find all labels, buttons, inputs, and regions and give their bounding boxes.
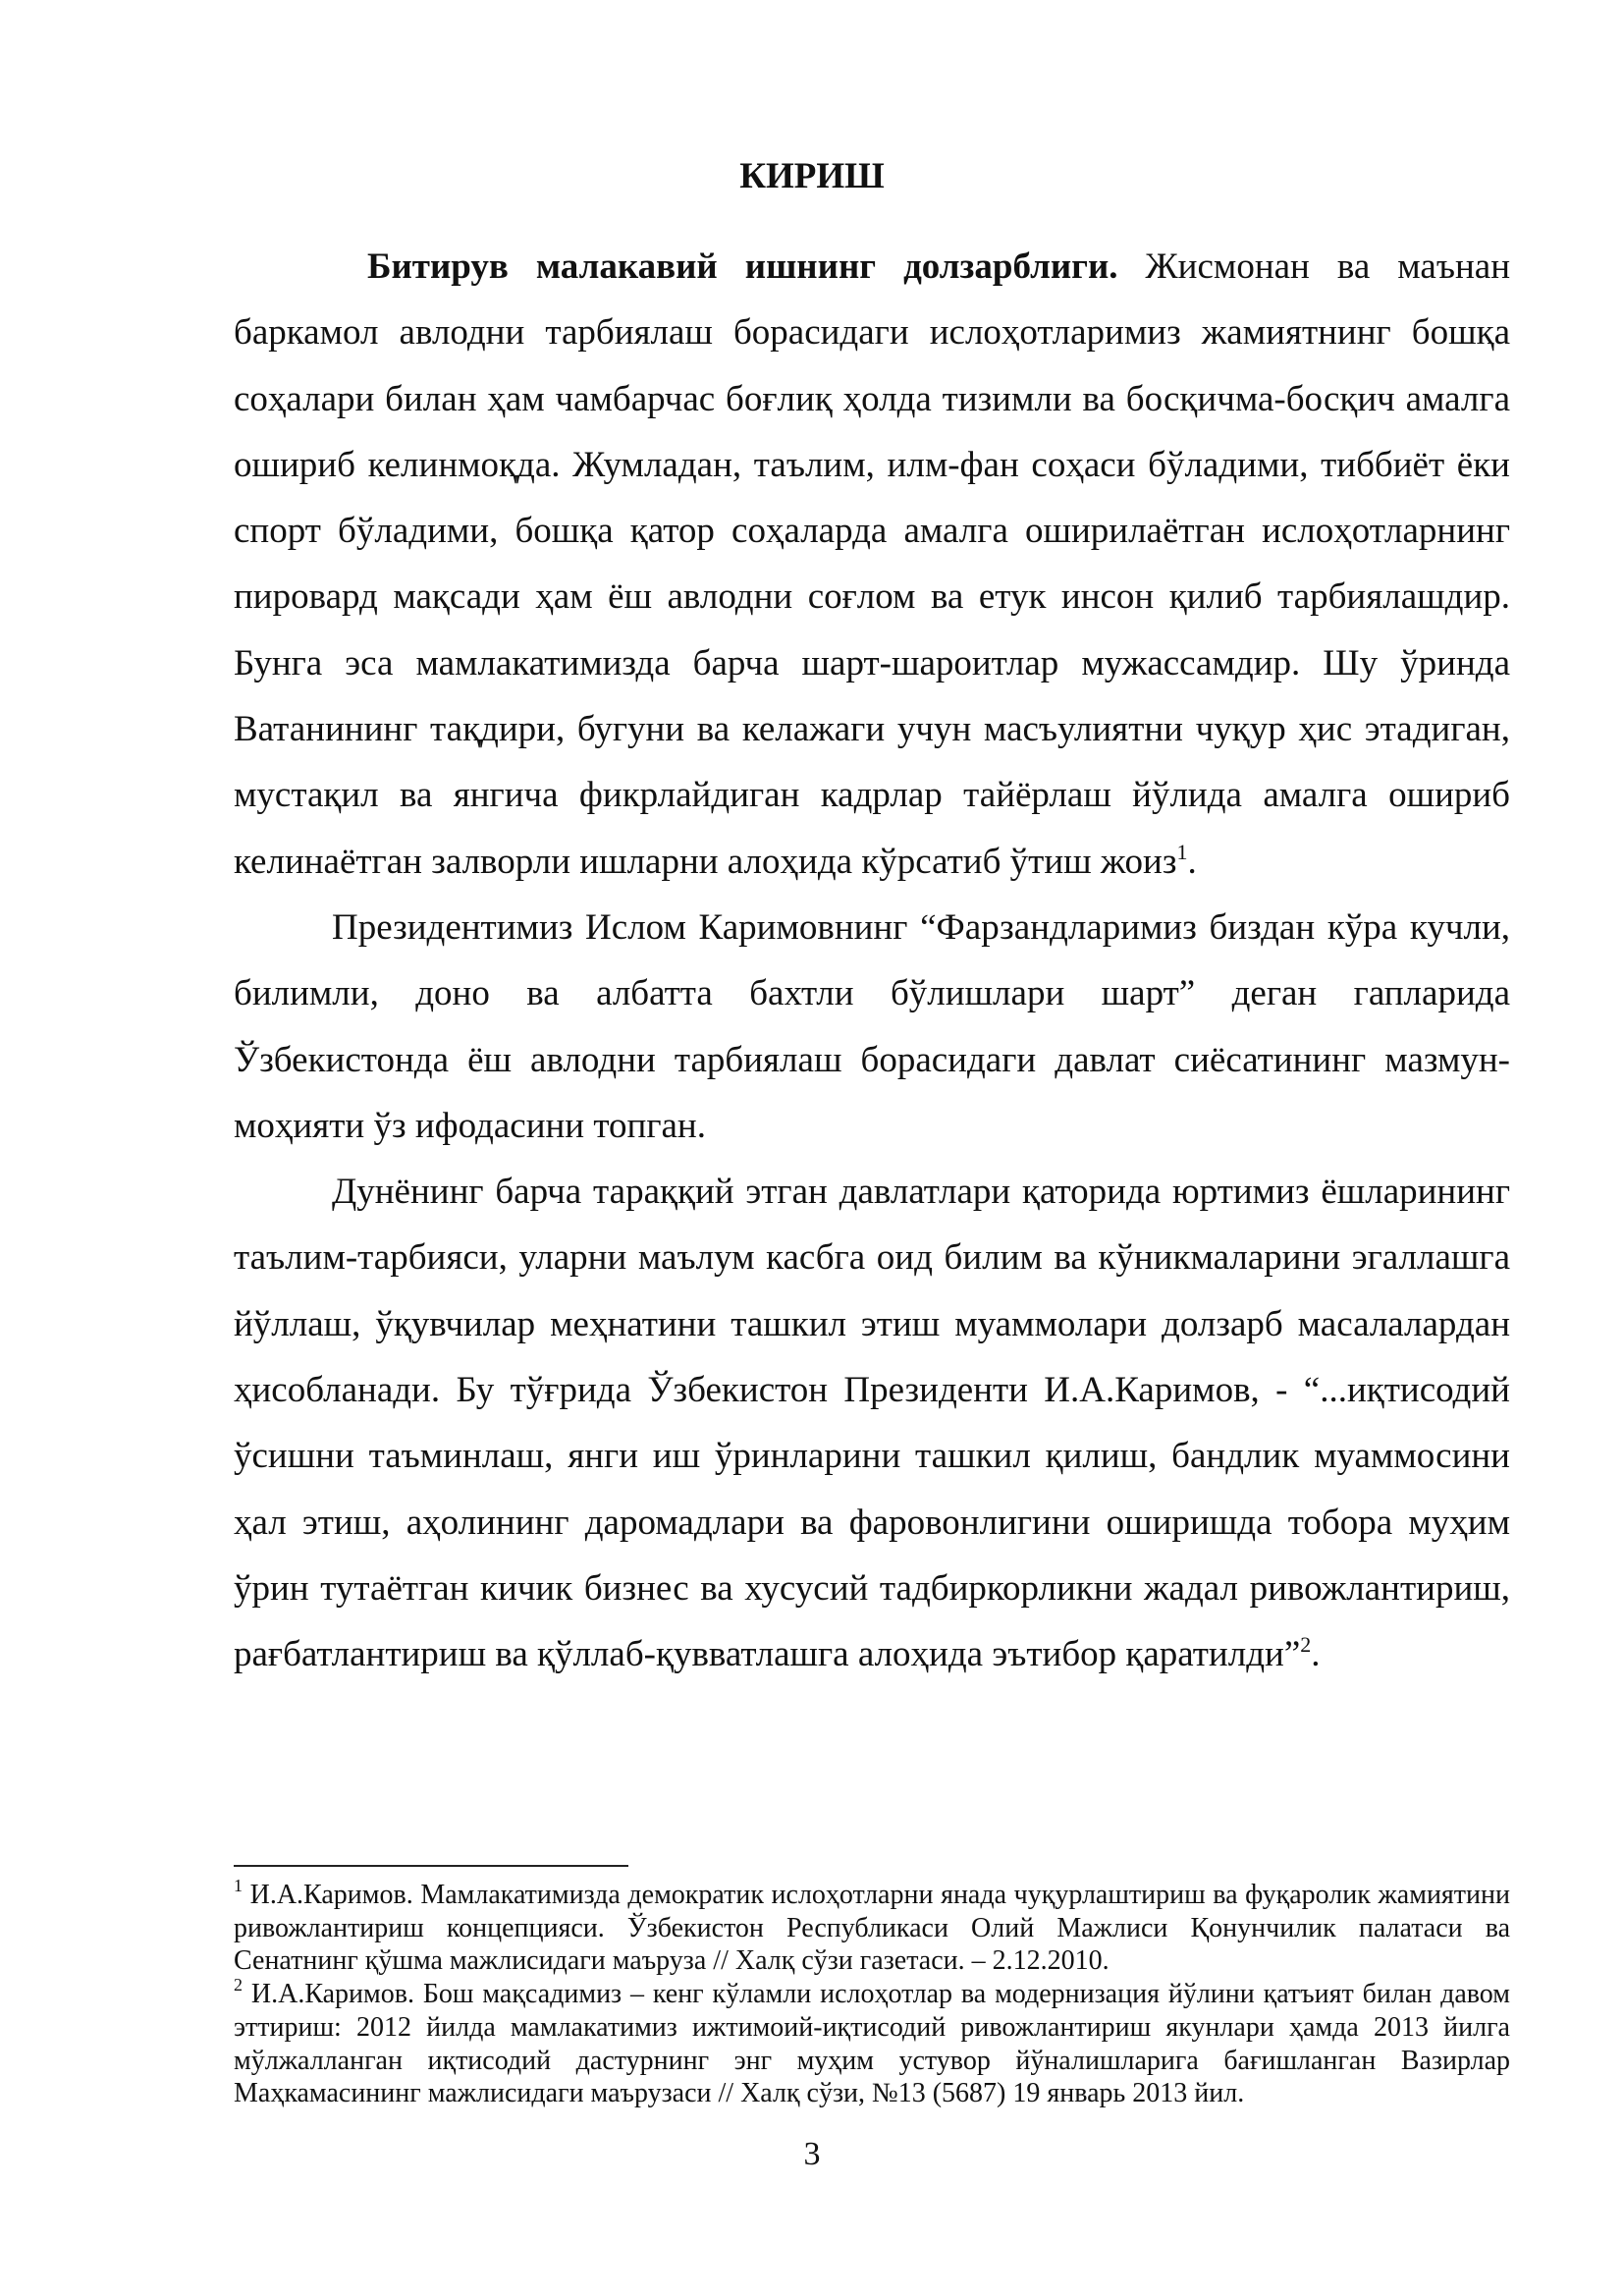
paragraph-lead-heading: Битирув малакавий ишнинг долзарблиги. [367,246,1118,287]
footnote-item [234,1975,1510,2110]
paragraph-end: . [1187,841,1197,882]
footnote-item [234,1876,1510,1978]
footnote-marker: 2 [234,1975,243,1995]
paragraph-youth-education [234,1159,1510,1687]
footnotes [234,1876,1510,2110]
paragraph-end: . [1311,1634,1321,1675]
page-title: КИРИШ [739,156,885,196]
footnote-text: И.А.Каримов. Мамлакатимизда демократик ислоҳотларни янада чуқурлаштириш ва фуқаролик жамиятини ривожлантириш концепцияси. Ўзбекистон Республикаси Олий Мажлиси Қонунчилик палатаси ва Сенатнинг қўшма мажлисидаги маъруза // Халқ сўзи газетаси. – 2.12.2010. [234,1880,1510,1977]
footnote-separator [234,1865,628,1867]
paragraph-president-quote [234,895,1510,1159]
footnote-marker: 1 [234,1876,243,1895]
paragraph-text: Дунёнинг барча тараққий этган давлатлари қаторида юртимиз ёшларининг таълим-тарбияси, уларни маълум касбга оид билим ва кўникмаларини эгаллашга йўллаш, ўқувчилар меҳнатини ташкил этиш муаммолари долзарб масалалардан ҳисобланади. Бу тўғрида Ўзбекистон Президенти И.А.Каримов, - “...иқтисодий ўсишни таъминлаш, янги иш ўринларини ташкил қилиш, бандлик муаммосини ҳал этиш, аҳолининг даромадлари ва фаровонлигини оширишда тобора муҳим ўрин тутаётган кичик бизнес ва хусусий тадбиркорликни жадал ривожлантириш, рағбатлантириш ва қўллаб-қувватлашга алоҳида эътибор қаратилди” [234,1172,1510,1675]
footnote-text: И.А.Каримов. Бош мақсадимиз – кенг кўламли ислоҳотлар ва модернизация йўлини қатъият билан давом эттириш: 2012 йилда мамлакатимиз ижтимоий-иқтисодий ривожлантириш якунлари ҳамда 2013 йилга мўлжалланган иқтисодий дастурнинг энг муҳим устувор йўналишларига бағишланган Вазирлар Маҳкамасининг мажлисидаги маърузаси // Халқ сўзи, №13 (5687) 19 январь 2013 йил. [234,1979,1510,2109]
main-text [234,234,1510,1688]
footnote-reference: 2 [1300,1632,1312,1658]
paragraph-relevance [234,234,1510,895]
page-number: 3 [803,2136,821,2172]
paragraph-text: Жисмонан ва маънан баркамол авлодни тарбиялаш борасидаги ислоҳотларимиз жамиятнинг бошқа соҳалари билан ҳам чамбарчас боғлиқ ҳолда тизимли ва босқичма-босқич амалга ошириб келинмоқда. Жумладан, таълим, илм-фан соҳаси бўладими, тиббиёт ёки спорт бўладими, бошқа қатор соҳаларда амалга оширилаётган ислоҳотларнинг пировард мақсади ҳам ёш авлодни соғлом ва етук инсон қилиб тарбиялашдир. Бунга эса мамлакатимизда барча шарт-шароитлар мужассамдир. Шу ўринда Ватанининг тақдири, бугуни ва келажаги учун масъулиятни чуқур ҳис этадиган, мустақил ва янгича фикрлайдиган кадрлар тайёрлаш йўлида амалга ошириб келинаётган залворли ишларни алоҳида кўрсатиб ўтиш жоиз [234,246,1510,882]
paragraph-text: Президентимиз Ислом Каримовнинг “Фарзандларимиз биздан кўра кучли, билимли, доно ва албатта бахтли бўлишлари шарт” деган гапларида Ўзбекистонда ёш авлодни тарбиялаш борасидаги давлат сиёсатининг мазмун-моҳияти ўз ифодасини топган. [234,906,1510,1146]
footnote-reference: 1 [1176,839,1188,864]
